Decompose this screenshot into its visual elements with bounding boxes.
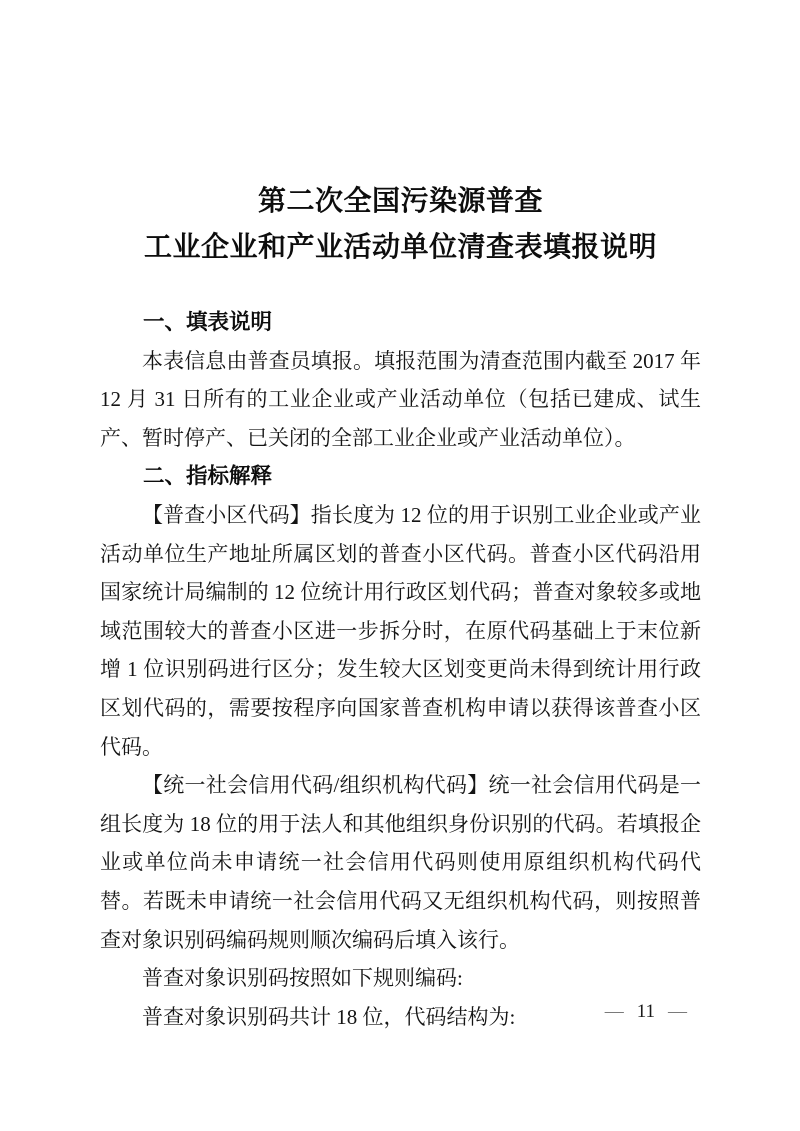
section2-paragraph-1: 【普查小区代码】指长度为 12 位的用于识别工业企业或产业活动单位生产地址所属区划的普查小区代码。普查小区代码沿用国家统计局编制的 12 位统计用行政区划代码；普查对象较多或地域范围较大的普查小区进一步拆分时，在原代码基础上于末位新增 1 位识别码进行区分；发生较大区划变更尚未得到统计用行政区划代码的，需要按程序向国家普查机构申请以获得该普查小区代码。 — [100, 502, 701, 759]
document-body — [100, 303, 701, 1036]
section2-paragraph-2: 【统一社会信用代码/组织机构代码】统一社会信用代码是一组长度为 18 位的用于法人和其他组织身份识别的代码。若填报企业或单位尚未申请统一社会信用代码则使用原组织机构代码代替。若既未申请统一社会信用代码又无组织机构代码，则按照普查对象识别码编码规则顺次编码后填入该行。 — [100, 773, 701, 952]
page-number-value: 11 — [636, 1001, 655, 1022]
document-title-line-1: 第二次全国污染源普查 — [257, 185, 543, 216]
document-content — [100, 178, 701, 1036]
section2-paragraph-4: 普查对象识别码共计 18 位，代码结构为: — [142, 1004, 516, 1029]
document-title — [100, 178, 701, 270]
section-heading-1: 一、填表说明 — [143, 310, 273, 334]
section1-paragraph-1: 本表信息由普查员填报。填报范围为清查范围内截至 2017 年 12 月 31 日所有的工业企业或产业活动单位（包括已建成、试生产、暂时停产、已关闭的全部工业企业或产业活动单位）。 — [100, 348, 701, 450]
page-number-dash-left: — — [604, 1001, 624, 1022]
page-number-dash-right: — — [668, 1001, 687, 1022]
document-title-line-2: 工业企业和产业活动单位清查表填报说明 — [143, 231, 657, 262]
section2-paragraph-3: 普查对象识别码按照如下规则编码: — [142, 966, 463, 991]
page-number — [592, 1000, 700, 1024]
section-heading-2: 二、指标解释 — [143, 464, 273, 489]
